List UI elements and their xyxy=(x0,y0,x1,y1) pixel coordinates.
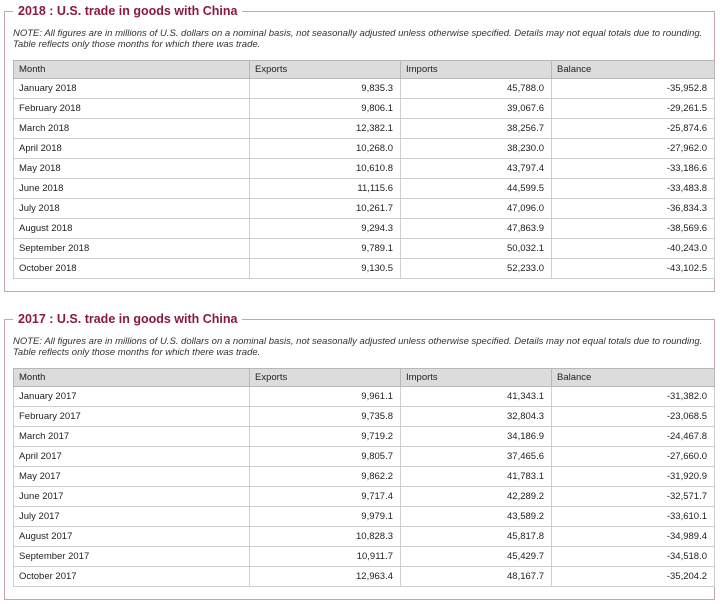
table-row xyxy=(14,179,715,199)
balance-cell: -38,569.6 xyxy=(552,219,715,239)
imports-cell: 43,589.2 xyxy=(401,507,552,527)
balance-cell: -29,261.5 xyxy=(552,99,715,119)
balance-cell: -33,483.8 xyxy=(552,179,715,199)
exports-cell: 9,717.4 xyxy=(250,487,401,507)
month-cell: July 2017 xyxy=(14,507,250,527)
column-header-exports: Exports xyxy=(250,61,401,79)
table-row xyxy=(14,467,715,487)
imports-cell: 38,230.0 xyxy=(401,139,552,159)
balance-cell: -31,920.9 xyxy=(552,467,715,487)
balance-cell: -36,834.3 xyxy=(552,199,715,219)
exports-cell: 12,382.1 xyxy=(250,119,401,139)
month-cell: June 2017 xyxy=(14,487,250,507)
table-header-row xyxy=(14,61,715,79)
table-body xyxy=(14,387,715,587)
balance-cell: -33,186.6 xyxy=(552,159,715,179)
column-header-imports: Imports xyxy=(401,61,552,79)
trade-table-2018 xyxy=(13,60,715,279)
exports-cell: 9,979.1 xyxy=(250,507,401,527)
balance-cell: -27,660.0 xyxy=(552,447,715,467)
column-header-month: Month xyxy=(14,369,250,387)
table-row xyxy=(14,407,715,427)
balance-cell: -24,467.8 xyxy=(552,427,715,447)
month-cell: October 2017 xyxy=(14,567,250,587)
table-row xyxy=(14,527,715,547)
imports-cell: 44,599.5 xyxy=(401,179,552,199)
imports-cell: 48,167.7 xyxy=(401,567,552,587)
imports-cell: 45,817.8 xyxy=(401,527,552,547)
balance-cell: -43,102.5 xyxy=(552,259,715,279)
exports-cell: 10,828.3 xyxy=(250,527,401,547)
table-row xyxy=(14,567,715,587)
exports-cell: 9,789.1 xyxy=(250,239,401,259)
column-header-balance: Balance xyxy=(552,369,715,387)
month-cell: January 2017 xyxy=(14,387,250,407)
column-header-exports: Exports xyxy=(250,369,401,387)
balance-cell: -35,204.2 xyxy=(552,567,715,587)
table-row xyxy=(14,199,715,219)
table-header-row xyxy=(14,369,715,387)
month-cell: March 2018 xyxy=(14,119,250,139)
exports-cell: 9,294.3 xyxy=(250,219,401,239)
balance-cell: -34,989.4 xyxy=(552,527,715,547)
month-cell: August 2017 xyxy=(14,527,250,547)
exports-cell: 9,961.1 xyxy=(250,387,401,407)
exports-cell: 10,610.8 xyxy=(250,159,401,179)
table-row xyxy=(14,219,715,239)
exports-cell: 9,719.2 xyxy=(250,427,401,447)
month-cell: May 2018 xyxy=(14,159,250,179)
exports-cell: 11,115.6 xyxy=(250,179,401,199)
exports-cell: 9,862.2 xyxy=(250,467,401,487)
exports-cell: 10,261.7 xyxy=(250,199,401,219)
section-note: NOTE: All figures are in millions of U.S. dollars on a nominal basis, not seasonally adjusted unless otherwise specified. Details may not equal totals due to rounding. Table reflects only those months for which there was trade. xyxy=(13,336,703,358)
balance-cell: -34,518.0 xyxy=(552,547,715,567)
table-row xyxy=(14,99,715,119)
month-cell: September 2017 xyxy=(14,547,250,567)
month-cell: August 2018 xyxy=(14,219,250,239)
month-cell: June 2018 xyxy=(14,179,250,199)
table-row xyxy=(14,79,715,99)
section-title: 2018 : U.S. trade in goods with China xyxy=(13,3,242,19)
balance-cell: -40,243.0 xyxy=(552,239,715,259)
imports-cell: 34,186.9 xyxy=(401,427,552,447)
imports-cell: 41,783.1 xyxy=(401,467,552,487)
table-row xyxy=(14,119,715,139)
exports-cell: 9,835.3 xyxy=(250,79,401,99)
month-cell: January 2018 xyxy=(14,79,250,99)
month-cell: October 2018 xyxy=(14,259,250,279)
imports-cell: 47,096.0 xyxy=(401,199,552,219)
imports-cell: 47,863.9 xyxy=(401,219,552,239)
imports-cell: 52,233.0 xyxy=(401,259,552,279)
balance-cell: -31,382.0 xyxy=(552,387,715,407)
trade-section-2017 xyxy=(4,312,715,600)
table-row xyxy=(14,139,715,159)
month-cell: March 2017 xyxy=(14,427,250,447)
table-row xyxy=(14,487,715,507)
table-row xyxy=(14,239,715,259)
table-row xyxy=(14,427,715,447)
table-row xyxy=(14,159,715,179)
trade-section-2018 xyxy=(4,4,715,292)
month-cell: May 2017 xyxy=(14,467,250,487)
imports-cell: 42,289.2 xyxy=(401,487,552,507)
table-row xyxy=(14,259,715,279)
exports-cell: 10,911.7 xyxy=(250,547,401,567)
month-cell: April 2018 xyxy=(14,139,250,159)
section-note: NOTE: All figures are in millions of U.S. dollars on a nominal basis, not seasonally adjusted unless otherwise specified. Details may not equal totals due to rounding. Table reflects only those months for which there was trade. xyxy=(13,28,703,50)
balance-cell: -25,874.6 xyxy=(552,119,715,139)
exports-cell: 12,963.4 xyxy=(250,567,401,587)
imports-cell: 39,067.6 xyxy=(401,99,552,119)
month-cell: April 2017 xyxy=(14,447,250,467)
column-header-balance: Balance xyxy=(552,61,715,79)
imports-cell: 38,256.7 xyxy=(401,119,552,139)
exports-cell: 10,268.0 xyxy=(250,139,401,159)
table-row xyxy=(14,507,715,527)
exports-cell: 9,805.7 xyxy=(250,447,401,467)
balance-cell: -23,068.5 xyxy=(552,407,715,427)
exports-cell: 9,130.5 xyxy=(250,259,401,279)
balance-cell: -32,571.7 xyxy=(552,487,715,507)
table-body xyxy=(14,79,715,279)
trade-table-2017 xyxy=(13,368,715,587)
month-cell: February 2018 xyxy=(14,99,250,119)
table-row xyxy=(14,387,715,407)
imports-cell: 50,032.1 xyxy=(401,239,552,259)
exports-cell: 9,735.8 xyxy=(250,407,401,427)
balance-cell: -27,962.0 xyxy=(552,139,715,159)
imports-cell: 41,343.1 xyxy=(401,387,552,407)
table-row xyxy=(14,447,715,467)
table-row xyxy=(14,547,715,567)
column-header-imports: Imports xyxy=(401,369,552,387)
balance-cell: -33,610.1 xyxy=(552,507,715,527)
imports-cell: 43,797.4 xyxy=(401,159,552,179)
imports-cell: 45,788.0 xyxy=(401,79,552,99)
imports-cell: 45,429.7 xyxy=(401,547,552,567)
month-cell: February 2017 xyxy=(14,407,250,427)
imports-cell: 37,465.6 xyxy=(401,447,552,467)
month-cell: July 2018 xyxy=(14,199,250,219)
month-cell: September 2018 xyxy=(14,239,250,259)
imports-cell: 32,804.3 xyxy=(401,407,552,427)
balance-cell: -35,952.8 xyxy=(552,79,715,99)
section-title: 2017 : U.S. trade in goods with China xyxy=(13,311,242,327)
exports-cell: 9,806.1 xyxy=(250,99,401,119)
column-header-month: Month xyxy=(14,61,250,79)
